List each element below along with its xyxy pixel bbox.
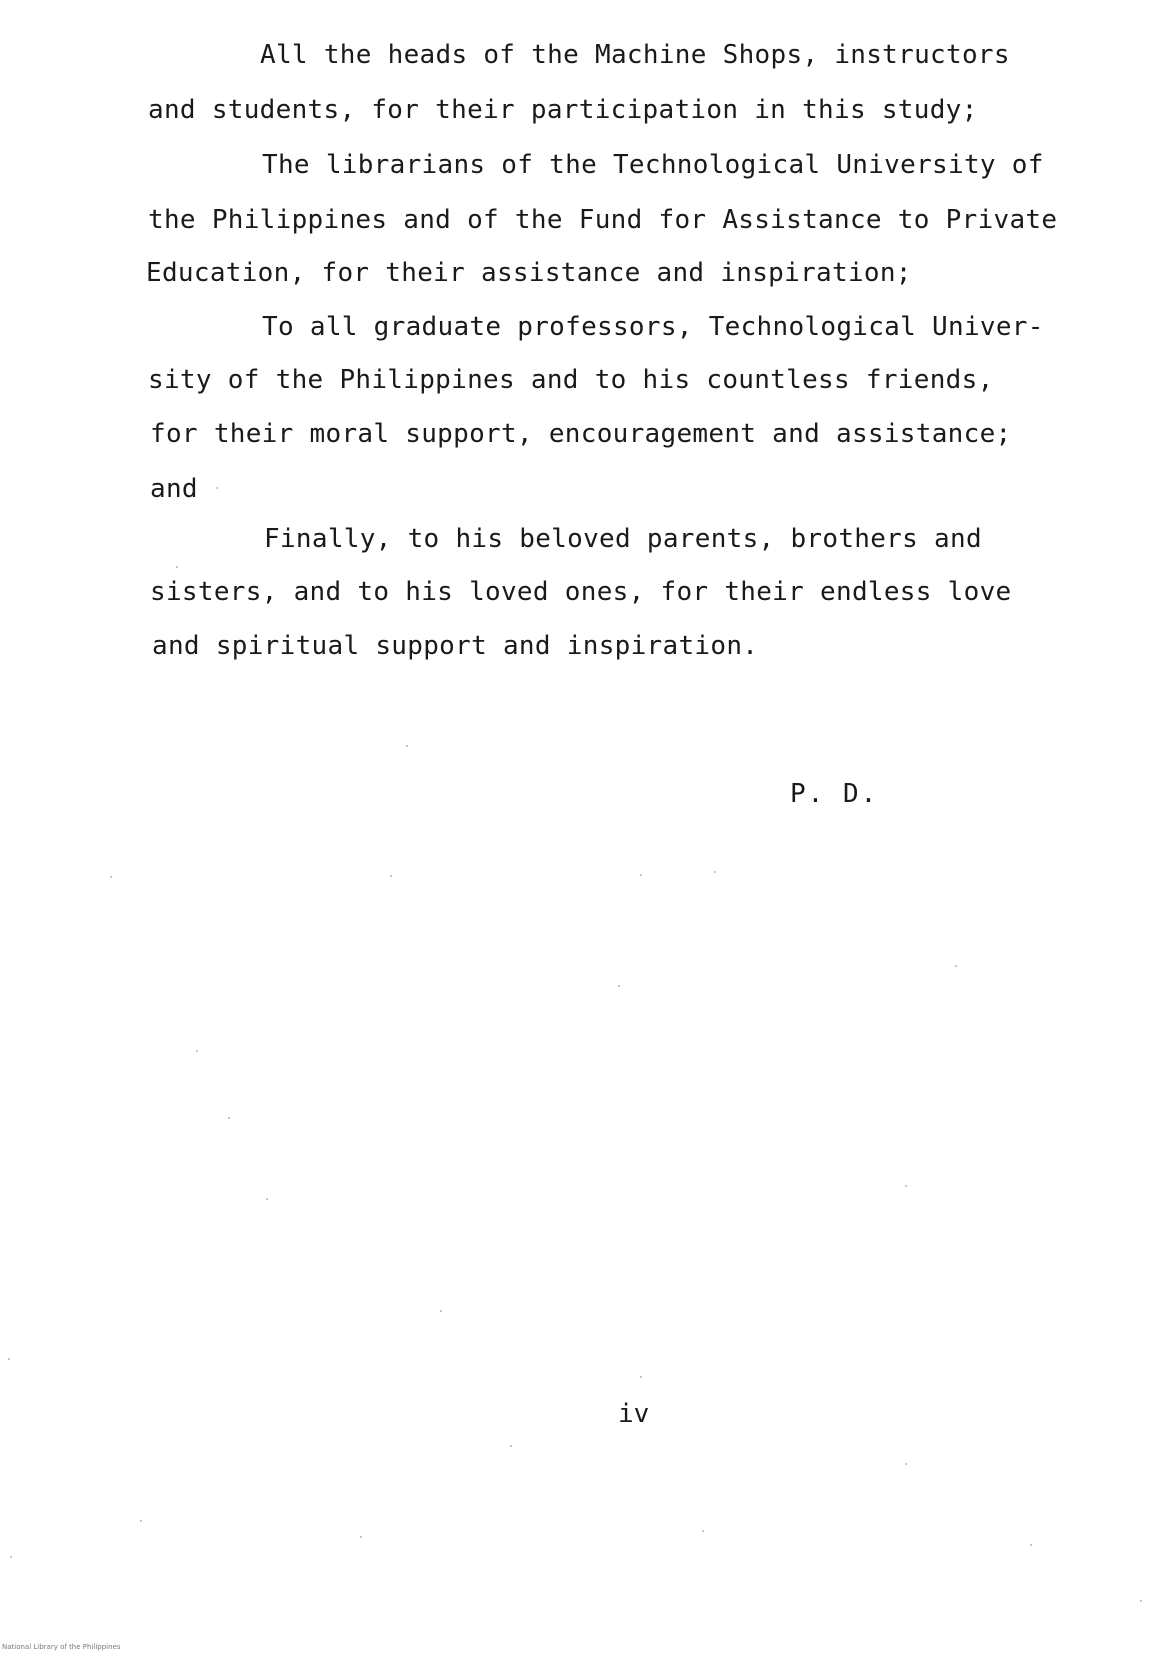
paragraph-3-line-3: for their moral support, encouragement and assistance; (150, 419, 1012, 449)
scan-speck (266, 1198, 268, 1200)
signature-initials: P. D. (790, 779, 879, 809)
paragraph-3-line-1: To all graduate professors, Technological Univer- (262, 312, 1044, 342)
scan-speck (440, 1310, 442, 1312)
paragraph-1-line-1: All the heads of the Machine Shops, instructors (260, 40, 1010, 70)
paragraph-4-line-2: sisters, and to his loved ones, for their endless love (150, 577, 1012, 607)
scan-speck (140, 1520, 142, 1522)
paragraph-3-line-4: and (150, 474, 198, 504)
paragraph-2-line-1: The librarians of the Technological University of (262, 150, 1044, 180)
page-number: iv (618, 1399, 650, 1429)
scan-speck (406, 745, 408, 747)
scan-speck (640, 1376, 642, 1378)
scan-speck (640, 874, 642, 876)
paragraph-4-line-3: and spiritual support and inspiration. (152, 631, 759, 661)
paragraph-4-line-1: Finally, to his beloved parents, brothers and (264, 524, 982, 554)
scan-speck (702, 1530, 704, 1532)
paragraph-2-line-2: the Philippines and of the Fund for Assistance to Private (148, 205, 1058, 235)
scan-speck (228, 1117, 230, 1119)
scan-speck (196, 1050, 198, 1052)
scan-speck (110, 876, 112, 878)
scan-speck (955, 965, 957, 967)
scan-speck (714, 871, 716, 873)
scan-speck (618, 985, 620, 987)
scan-speck (8, 1358, 10, 1360)
scan-speck (905, 1463, 907, 1465)
paragraph-1-line-2: and students, for their participation in this study; (148, 95, 978, 125)
scan-speck (510, 1445, 512, 1447)
scan-speck (176, 566, 178, 568)
scan-speck (10, 1556, 12, 1558)
scan-speck (905, 1185, 907, 1187)
scan-speck (360, 1536, 362, 1538)
paragraph-3-line-2: sity of the Philippines and to his countless friends, (148, 365, 994, 395)
footer-watermark: National Library of the Philippines (2, 1643, 121, 1651)
paragraph-2-line-3: Education, for their assistance and inspiration; (146, 258, 912, 288)
scan-speck (1030, 1544, 1032, 1546)
scan-speck (1140, 1600, 1142, 1602)
scan-speck (216, 487, 218, 489)
scan-speck (390, 875, 392, 877)
